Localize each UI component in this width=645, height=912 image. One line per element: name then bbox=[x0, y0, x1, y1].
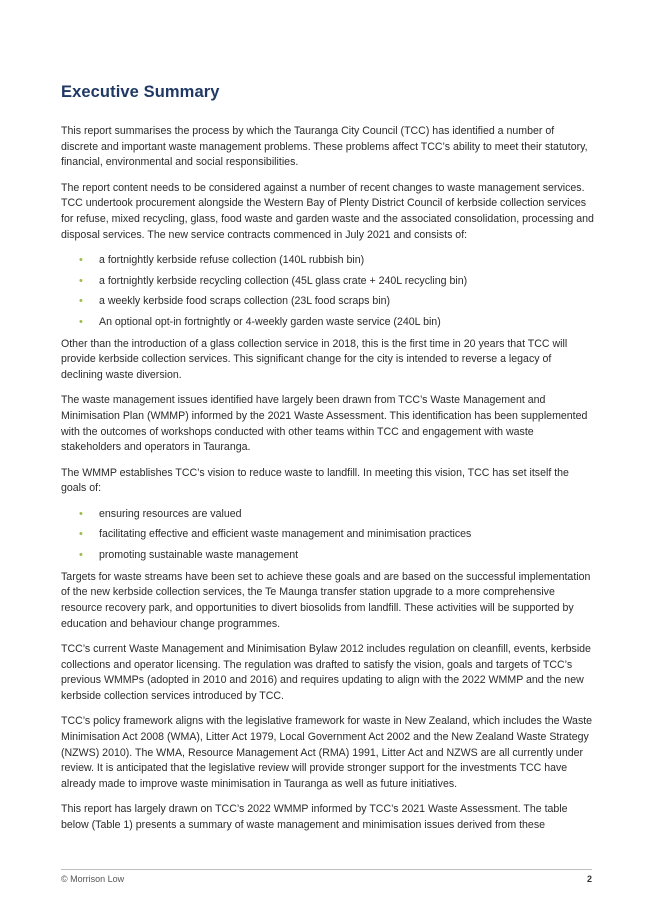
footer-copyright: © Morrison Low bbox=[61, 874, 125, 884]
paragraph-intro: This report summarises the process by which the Tauranga City Council (TCC) has identified a number of discrete and important waste management problems. These problems affect TCC’s ability to meet their statutory, financial, environmental and social responsibilities. bbox=[61, 125, 588, 169]
list-item: • facilitating effective and efficient waste management and minimisation practices bbox=[61, 527, 594, 543]
bullet-icon: • bbox=[79, 295, 83, 308]
page-title: Executive Summary bbox=[61, 83, 220, 101]
paragraph-issues-identified: The waste management issues identified have largely been drawn from TCC’s Waste Management and Minimisation Plan (WMMP) informed by the 2021 Waste Assessment. This identification has been supplemented with the outcomes of workshops conducted with other teams within TCC and engagement with waste stakeholders and operators in Tauranga. bbox=[61, 394, 588, 454]
bullet-icon: • bbox=[79, 507, 83, 520]
bullet-icon: • bbox=[79, 316, 83, 329]
body-text bbox=[61, 124, 594, 843]
paragraph-wmmp-vision: The WMMP establishes TCC’s vision to reduce waste to landfill. In meeting this vision, TCC has set itself the goals of: bbox=[61, 466, 569, 495]
paragraph-report-sources: This report has largely drawn on TCC’s 2022 WMMP informed by TCC’s 2021 Waste Assessment. The table below (Table 1) presents a summary of waste management and minimisation issues derived from these bbox=[61, 803, 568, 832]
page-number: 2 bbox=[586, 874, 592, 884]
bullet-icon: • bbox=[79, 528, 83, 541]
list-item: • a weekly kerbside food scraps collection (23L food scraps bin) bbox=[61, 294, 594, 310]
paragraph-targets: Targets for waste streams have been set to achieve these goals and are based on the successful implementation of the new kerbside collection services, the Te Maunga transfer station upgrade to a more comprehensive resource recovery park, and opportunities to divert biosolids from landfill. These activities will be supported by education and behaviour change programmes. bbox=[61, 570, 591, 630]
paragraph-bylaw: TCC’s current Waste Management and Minimisation Bylaw 2012 includes regulation on cleanfill, events, kerbside collections and operator licensing. The regulation was drafted to satisfy the vision, goals and targets of TCC’s previous WMMPs (adopted in 2010 and 2016) and requires updating to align with the 2022 WMMP and the new kerbside collection services introduced by TCC. bbox=[61, 642, 591, 703]
list-item: • An optional opt-in fortnightly or 4-weekly garden waste service (240L bin) bbox=[61, 315, 594, 331]
paragraph-report-content: The report content needs to be considered against a number of recent changes to waste management services. TCC undertook procurement alongside the Western Bay of Plenty District Council of kerbside collection services for refuse, mixed recycling, glass, food waste and garden waste and the associated consolidation, processing and disposal services. The new service contracts commenced in July 2021 and consists of: bbox=[61, 181, 594, 241]
bullet-icon: • bbox=[79, 274, 83, 287]
list-item: • a fortnightly kerbside recycling collection (45L glass crate + 240L recycling bin) bbox=[61, 274, 594, 290]
goals-list bbox=[61, 507, 594, 564]
bullet-icon: • bbox=[79, 548, 83, 561]
bullet-icon: • bbox=[79, 253, 83, 266]
paragraph-glass-service: Other than the introduction of a glass collection service in 2018, this is the first time in 20 years that TCC will provide kerbside collection services. This significant change for the city is intended to reverse a legacy of declining waste diversion. bbox=[61, 337, 568, 382]
list-item: • promoting sustainable waste management bbox=[61, 548, 594, 564]
services-list bbox=[61, 253, 594, 331]
list-item: • ensuring resources are valued bbox=[61, 507, 594, 523]
paragraph-policy-framework: TCC’s policy framework aligns with the legislative framework for waste in New Zealand, which includes the Waste Minimisation Act 2008 (WMA), Litter Act 1979, Local Government Act 2002 and the New Zealand Waste Strategy (NZWS) 2010). The WMA, Resource Management Act (RMA) 1991, Litter Act and NZWS are all currently under review. It is anticipated that the legislative review will provide stronger support for the investments TCC have already made to improve waste minimisation in Tauranga as well as future initiatives. bbox=[61, 715, 593, 791]
list-item: • a fortnightly kerbside refuse collection (140L rubbish bin) bbox=[61, 253, 594, 269]
footer-divider bbox=[61, 869, 592, 870]
